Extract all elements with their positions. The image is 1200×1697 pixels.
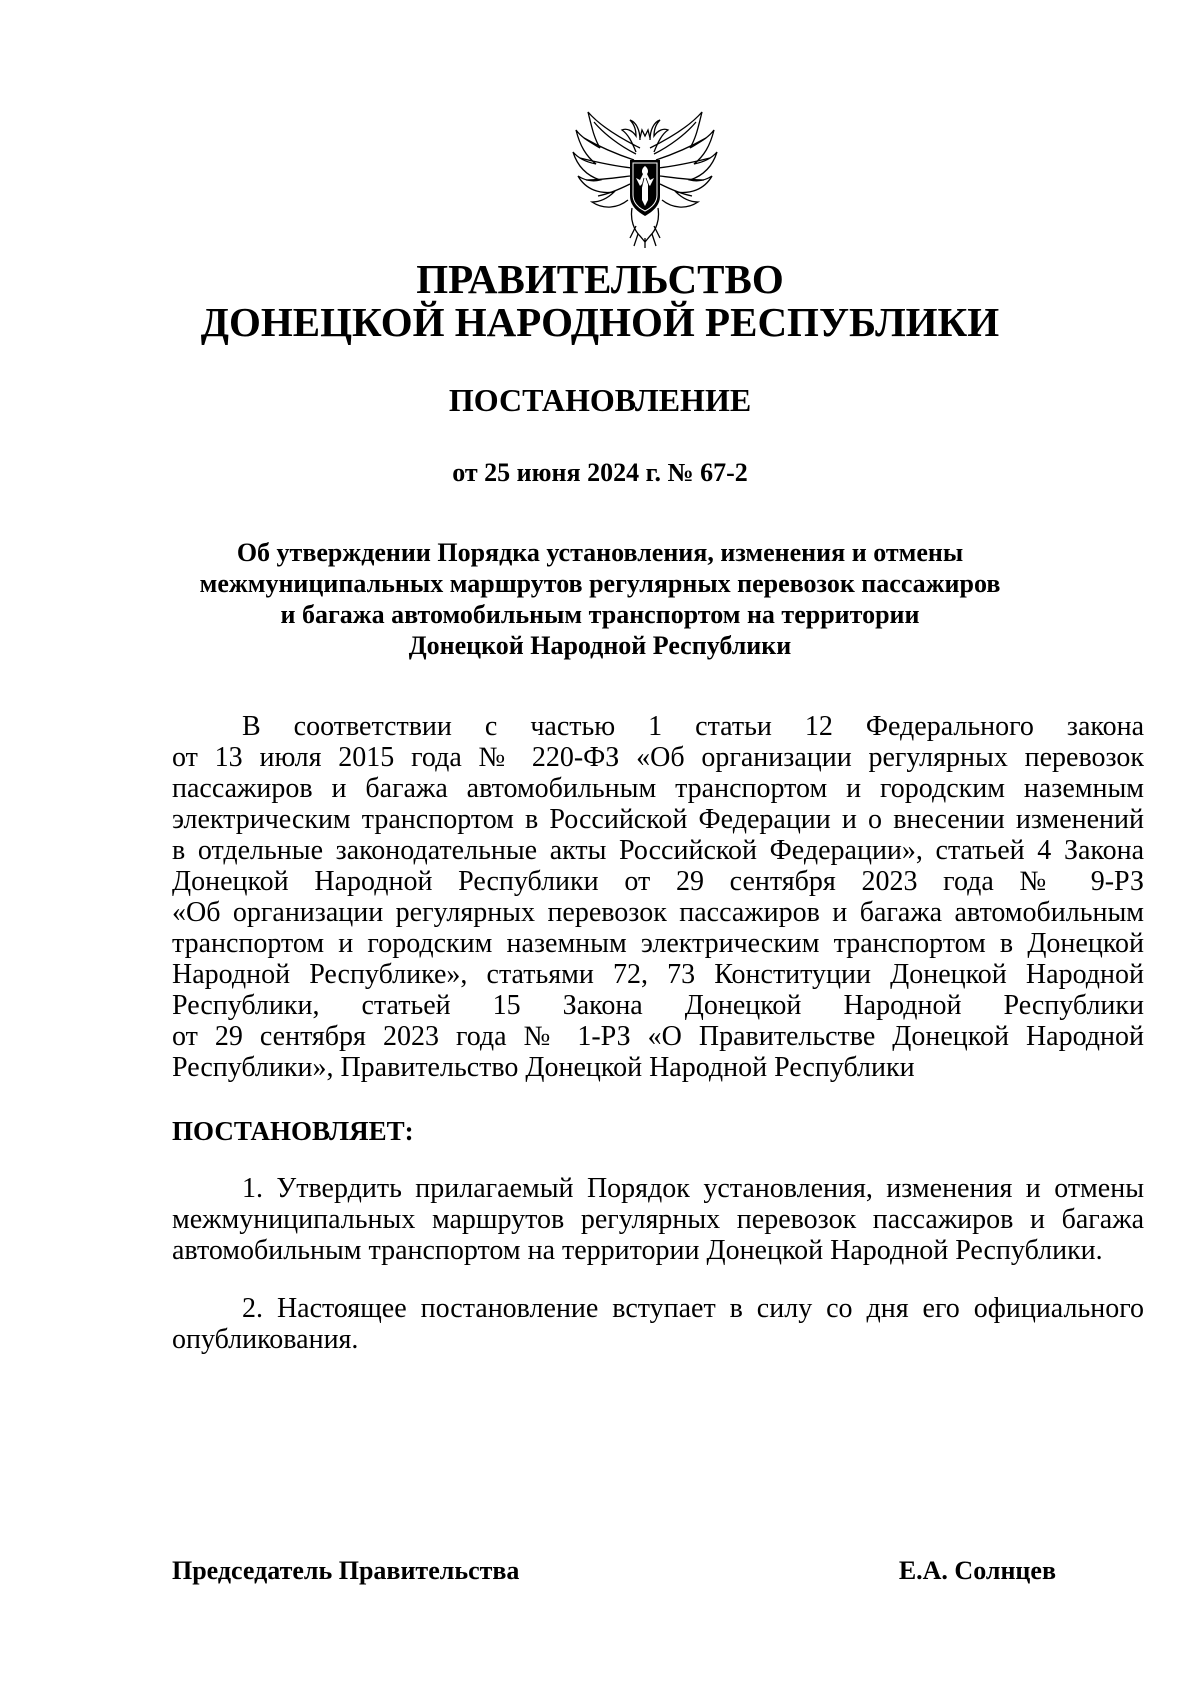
document-title-line: межмуниципальных маршрутов регулярных перевозок пассажиров <box>199 569 1001 598</box>
signatory-name: Е.А. Солнцев <box>898 1556 1056 1585</box>
document-title-line: и багажа автомобильным транспортом на территории <box>280 600 920 629</box>
document-type: ПОСТАНОВЛЕНИЕ <box>448 382 752 418</box>
decree-item-2-line: опубликования. <box>172 1324 359 1355</box>
preamble-line: «Об организации регулярных перевозок пассажиров и багажа автомобильным <box>172 897 1144 928</box>
decree-keyword: ПОСТАНОВЛЯЕТ: <box>172 1116 414 1146</box>
preamble-line: электрическим транспортом в Российской Федерации и о внесении изменений <box>172 804 1144 835</box>
preamble-line: Республики, статьей 15 Закона Донецкой Народной Республики <box>172 990 1144 1021</box>
preamble-line: Донецкой Народной Республики от 29 сентября 2023 года № 9-РЗ <box>172 866 1144 897</box>
preamble-line: от 13 июля 2015 года № 220-ФЗ «Об организации регулярных перевозок <box>172 742 1144 773</box>
preamble-line: в отдельные законодательные акты Российской Федерации», статьей 4 Закона <box>172 835 1144 866</box>
organization-name-line-1: ПРАВИТЕЛЬСТВО <box>416 256 784 302</box>
decree-item-1-line: автомобильным транспортом на территории Донецкой Народной Республики. <box>172 1235 1103 1266</box>
preamble-line: транспортом и городским наземным электрическим транспортом в Донецкой <box>172 928 1144 959</box>
decree-item-1-line: межмуниципальных маршрутов регулярных перевозок пассажиров и багажа <box>172 1204 1144 1235</box>
double-headed-eagle-coat-of-arms-icon <box>570 108 720 250</box>
signatory-position: Председатель Правительства <box>172 1556 520 1585</box>
organization-name-line-2: ДОНЕЦКОЙ НАРОДНОЙ РЕСПУБЛИКИ <box>200 299 1000 345</box>
decree-item-1-line: 1. Утвердить прилагаемый Порядок установления, изменения и отмены <box>242 1173 1144 1204</box>
decree-item-2-line: 2. Настоящее постановление вступает в силу со дня его официального <box>242 1293 1144 1324</box>
preamble-line: Народной Республике», статьями 72, 73 Конституции Донецкой Народной <box>172 959 1144 990</box>
preamble-line: от 29 сентября 2023 года № 1-РЗ «О Правительстве Донецкой Народной <box>172 1021 1144 1052</box>
preamble-line: пассажиров и багажа автомобильным транспортом и городским наземным <box>172 773 1144 804</box>
document-title-line: Об утверждении Порядка установления, изменения и отмены <box>236 538 964 567</box>
preamble-line: Республики», Правительство Донецкой Народной Республики <box>172 1052 915 1083</box>
document-title-line: Донецкой Народной Республики <box>408 631 792 660</box>
preamble-line: В соответствии с частью 1 статьи 12 Федерального закона <box>242 711 1144 742</box>
document-date-number: от 25 июня 2024 г. № 67-2 <box>452 458 748 487</box>
